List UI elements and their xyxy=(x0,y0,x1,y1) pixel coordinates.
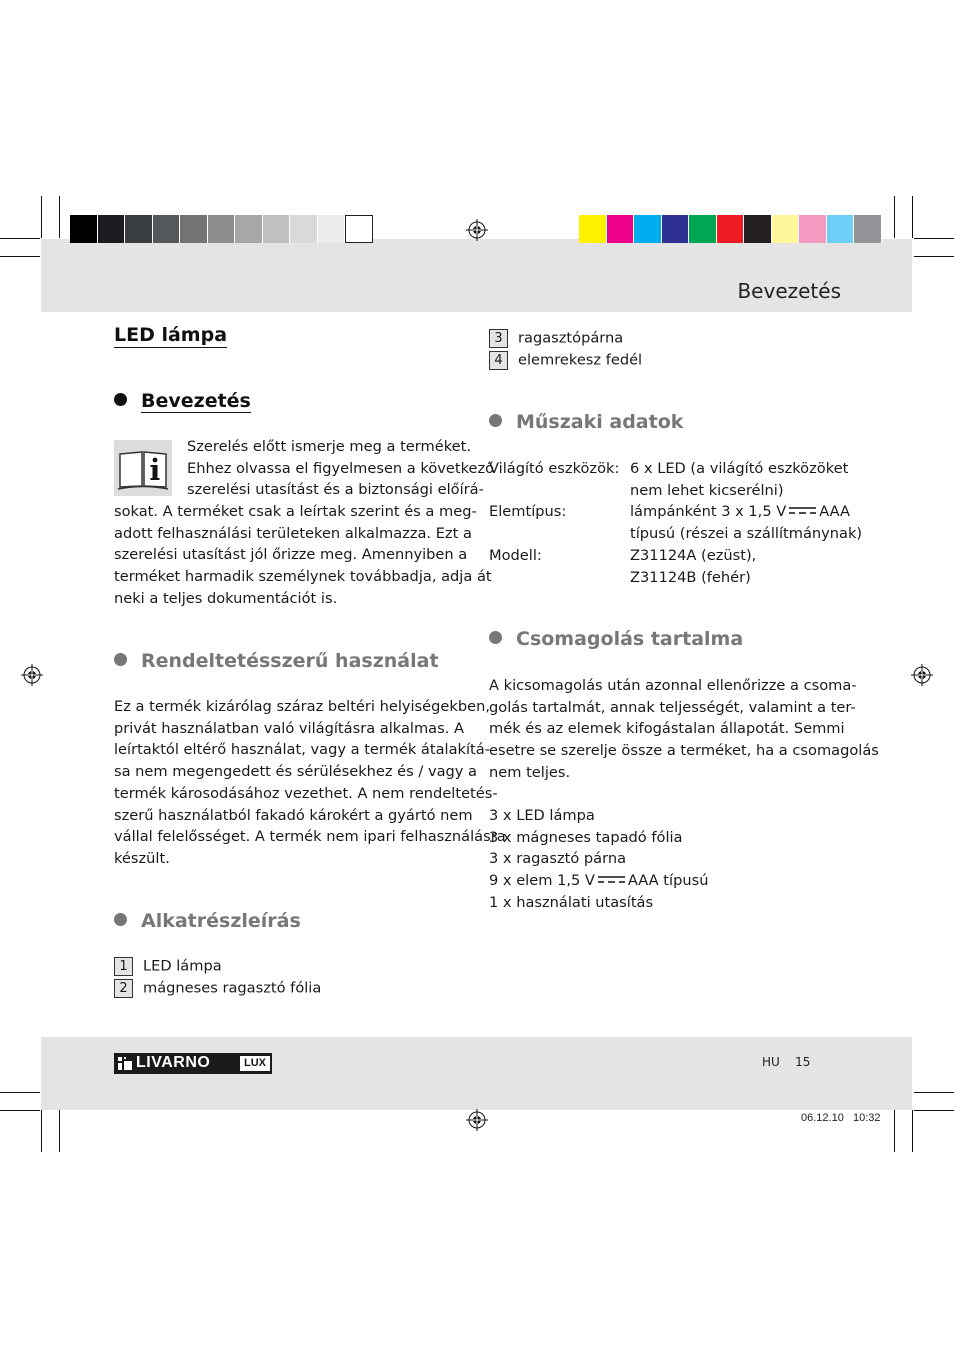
part-number: 1 xyxy=(114,957,133,976)
part-number: 4 xyxy=(489,351,508,370)
part-label: ragasztópárna xyxy=(518,329,624,347)
dc-symbol-icon xyxy=(598,875,625,884)
list-item: 3 x ragasztó párna xyxy=(489,850,627,868)
crop-mark-bottom-left-v2 xyxy=(59,1110,60,1152)
grayscale-swatch xyxy=(345,215,373,243)
brand-mark-icon xyxy=(118,1057,132,1070)
process-swatch xyxy=(689,215,717,243)
list-item: 3 x LED lámpa xyxy=(489,807,595,824)
crop-mark-top-right-h2 xyxy=(914,256,954,257)
dc-symbol-icon xyxy=(789,506,816,515)
crop-mark-top-right-h xyxy=(914,238,954,239)
grayscale-swatch xyxy=(235,215,263,243)
specs-heading: Műszaki adatok xyxy=(489,411,683,433)
crop-mark-bottom-right-v xyxy=(912,1110,913,1152)
process-swatch xyxy=(607,215,635,243)
crop-mark-bottom-left-v xyxy=(41,1110,42,1152)
process-swatch xyxy=(744,215,772,243)
list-item: 9 x elem 1,5 V AAA típusú xyxy=(489,872,709,890)
part-item xyxy=(114,957,222,976)
livarno-lux-logo xyxy=(114,1053,272,1074)
registration-mark-right-icon xyxy=(911,664,933,686)
print-timestamp: 06.12.10 10:32 xyxy=(801,1112,881,1124)
spec-value-lighting: 6 x LED (a világító eszközöket nem lehet kicserélni) xyxy=(630,460,849,499)
brand-suffix: LUX xyxy=(240,1056,270,1071)
part-number: 2 xyxy=(114,979,133,998)
header-section-title: Bevezetés xyxy=(737,279,841,303)
package-text: A kicsomagolás után azonnal ellenőrizze a csoma- golás tartalmát, annak teljességét, valamint a ter- mék és az elemek kifogástalan állapotát. Semmi esetre se szerelje össze a terméket, ha a csomagolás nem teljes. xyxy=(489,677,879,781)
package-heading: Csomagolás tartalma xyxy=(489,628,743,650)
crop-mark-top-right-v2 xyxy=(894,196,895,238)
grayscale-swatch xyxy=(180,215,208,243)
crop-mark-bottom-right-h xyxy=(914,1110,954,1111)
process-swatch xyxy=(854,215,882,243)
part-label: elemrekesz fedél xyxy=(518,351,643,369)
spec-label-model: Modell: xyxy=(489,547,542,564)
process-swatch xyxy=(662,215,690,243)
bullet-icon xyxy=(114,653,127,666)
part-item xyxy=(489,351,642,370)
grayscale-swatch xyxy=(318,215,346,243)
intro-text-bottom: sokat. A terméket csak a leírtak szerint és a meg- adott felhasználási területeken alkalmazza. Ezt a szerelési utasítást jól őrizze meg. Amennyiben a terméket harmadik személynek továbbadja, adja át neki a teljes dokumentációt is. xyxy=(114,503,492,607)
spec-label-battery: Elemtípus: xyxy=(489,503,567,520)
crop-mark-bottom-left-h xyxy=(0,1110,40,1111)
intended-use-text: Ez a termék kizárólag száraz beltéri helyiségekben, privát használatban való világításra alkalmas. A leírtaktól eltérő használat, vagy a termék átalakítá- sa nem megengedett és sérülésekhez és / vagy a termék károsodásához vezethet. A nem rendeltetés- szerű használatból fakadó károkért a gyártó nem vállal felelősséget. A termék nem ipari felhasználásra készült. xyxy=(114,698,506,867)
intended-use-heading: Rendeltetésszerű használat xyxy=(114,650,439,672)
registration-mark-bottom-icon xyxy=(466,1109,488,1131)
crop-mark-bottom-right-h2 xyxy=(914,1092,954,1093)
crop-mark-top-left-h2 xyxy=(0,256,40,257)
process-swatch xyxy=(799,215,827,243)
process-swatch xyxy=(827,215,855,243)
spec-label-lighting: Világító eszközök: xyxy=(489,460,620,477)
bullet-icon xyxy=(489,631,502,644)
grayscale-swatch xyxy=(290,215,318,243)
page-number: HU 15 xyxy=(762,1055,811,1069)
process-swatch xyxy=(579,215,607,243)
crop-mark-bottom-left-h2 xyxy=(0,1092,40,1093)
grayscale-swatch xyxy=(70,215,98,243)
part-number: 3 xyxy=(489,329,508,348)
process-swatch xyxy=(634,215,662,243)
crop-mark-bottom-right-v2 xyxy=(894,1110,895,1152)
spec-value-battery: lámpánként 3 x 1,5 V AAA típusú (részei a szállítmánynak) xyxy=(630,503,863,542)
part-item xyxy=(114,979,321,998)
spec-value-model: Z31124A (ezüst), Z31124B (fehér) xyxy=(630,547,757,586)
bullet-icon xyxy=(114,913,127,926)
registration-mark-top-icon xyxy=(466,219,488,241)
process-swatch xyxy=(717,215,745,243)
grayscale-swatch xyxy=(125,215,153,243)
process-swatch xyxy=(772,215,800,243)
registration-mark-left-icon xyxy=(21,664,43,686)
parts-heading: Alkatrészleírás xyxy=(114,910,301,932)
grayscale-swatch xyxy=(263,215,291,243)
grayscale-swatch xyxy=(208,215,236,243)
bullet-icon xyxy=(114,393,127,406)
crop-mark-top-left-h xyxy=(0,238,40,239)
list-item: 1 x használati utasítás xyxy=(489,893,654,911)
product-title: LED lámpa xyxy=(114,324,228,346)
part-item xyxy=(489,329,623,348)
bullet-icon xyxy=(489,414,502,427)
package-contents-list xyxy=(489,805,708,914)
crop-mark-top-left-v2 xyxy=(59,196,60,238)
part-label: mágneses ragasztó fólia xyxy=(143,979,322,997)
grayscale-swatch xyxy=(98,215,126,243)
part-label: LED lámpa xyxy=(143,957,222,975)
intro-heading: Bevezetés xyxy=(114,390,251,412)
grayscale-swatch xyxy=(153,215,181,243)
intro-text-top: Szerelés előtt ismerje meg a terméket. Ehhez olvassa el figyelmesen a következő szerelési utasítást és a biztonsági előírá- xyxy=(187,438,495,499)
manual-info-icon xyxy=(114,440,172,496)
list-item: 3 x mágneses tapadó fólia xyxy=(489,828,683,846)
brand-name: LIVARNO xyxy=(136,1054,211,1071)
crop-mark-top-left-v xyxy=(41,196,42,238)
crop-mark-top-right-v xyxy=(912,196,913,238)
